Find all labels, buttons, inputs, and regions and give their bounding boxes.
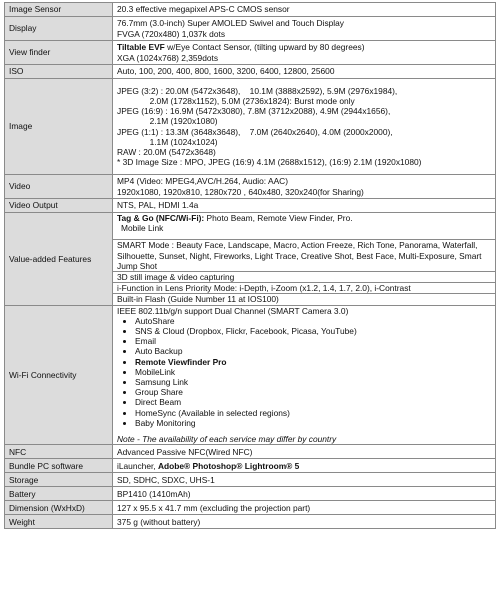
label-video: Video bbox=[5, 175, 113, 199]
label-value-added: Value-added Features bbox=[5, 213, 113, 306]
image-line-2: 2.0M (1728x1152), 5.0M (2736x1824): Burst mode only bbox=[117, 95, 355, 106]
row-video bbox=[5, 175, 496, 199]
image-line-1: JPEG (3:2) : 20.0M (5472x3648), 10.1M (3888x2592), 5.9M (2976x1984), bbox=[117, 85, 398, 96]
built-in-flash: Built-in Flash (Guide Number 11 at IOS100) bbox=[113, 293, 495, 304]
smart-mode: SMART Mode : Beauty Face, Landscape, Macro, Action Freeze, Rich Tone, Panorama, Waterfall, Silhouette, Sunset, Night, Fireworks, Light Trace, Creative Shot, Best Face, Multi-Exposure, Smart Jump Shot bbox=[113, 239, 495, 271]
viewfinder-bold: Tiltable EVF bbox=[117, 42, 165, 53]
label-wifi: Wi-Fi Connectivity bbox=[5, 305, 113, 445]
value-dimension: 127 x 95.5 x 41.7 mm (excluding the projection part) bbox=[113, 501, 496, 515]
wifi-service-group-share: • Group Share bbox=[135, 387, 491, 397]
label-storage: Storage bbox=[5, 473, 113, 487]
value-weight: 375 g (without battery) bbox=[113, 515, 496, 529]
row-bundle bbox=[5, 459, 496, 473]
wifi-service-sns-cloud: • SNS & Cloud (Dropbox, Flickr, Facebook, Picasa, YouTube) bbox=[135, 326, 491, 336]
spec-sheet bbox=[4, 2, 496, 599]
value-image bbox=[113, 79, 496, 175]
value-wifi bbox=[113, 305, 496, 445]
value-storage: SD, SDHC, SDXC, UHS-1 bbox=[113, 473, 496, 487]
wifi-service-direct-beam: • Direct Beam bbox=[135, 397, 491, 407]
video-line-2: 1920x1080, 1920x810, 1280x720 , 640x480, 320x240(for Sharing) bbox=[117, 186, 364, 197]
label-nfc: NFC bbox=[5, 445, 113, 459]
label-viewfinder: View finder bbox=[5, 41, 113, 65]
wifi-service-samsung-link: • Samsung Link bbox=[135, 377, 491, 387]
video-line-1: MP4 (Video: MPEG4,AVC/H.264, Audio: AAC) bbox=[117, 176, 288, 187]
row-value-added bbox=[5, 213, 496, 306]
image-line-5: JPEG (1:1) : 13.3M (3648x3648), 7.0M (2640x2640), 4.0M (2000x2000), bbox=[117, 126, 393, 137]
value-video bbox=[113, 175, 496, 199]
label-battery: Battery bbox=[5, 487, 113, 501]
row-battery bbox=[5, 487, 496, 501]
tag-go-bold: Tag & Go (NFC/Wi-Fi): bbox=[117, 213, 205, 223]
label-bundle: Bundle PC software bbox=[5, 459, 113, 473]
row-nfc bbox=[5, 445, 496, 459]
wifi-service-baby-monitoring: • Baby Monitoring bbox=[135, 418, 491, 428]
row-viewfinder bbox=[5, 41, 496, 65]
display-line-2: FVGA (720x480) 1,037k dots bbox=[117, 28, 226, 39]
label-weight: Weight bbox=[5, 515, 113, 529]
wifi-service-homesync: • HomeSync (Available in selected regions) bbox=[135, 408, 491, 418]
value-nfc: Advanced Passive NFC(Wired NFC) bbox=[113, 445, 496, 459]
wifi-service-autoshare: • AutoShare bbox=[135, 316, 491, 326]
value-iso: Auto, 100, 200, 400, 800, 1600, 3200, 6400, 12800, 25600 bbox=[113, 65, 496, 79]
bundle-bold: Adobe® Photoshop® Lightroom® 5 bbox=[157, 460, 300, 471]
image-line-6: 1.1M (1024x1024) bbox=[117, 136, 218, 147]
tag-go-line-2: Mobile Link bbox=[121, 223, 164, 234]
display-line-1: 76.7mm (3.0-inch) Super AMOLED Swivel and Touch Display bbox=[117, 18, 344, 29]
value-value-added bbox=[113, 213, 496, 306]
label-image: Image bbox=[5, 79, 113, 175]
label-display: Display bbox=[5, 17, 113, 41]
viewfinder-line-2: XGA (1024x768) 2,359dots bbox=[117, 52, 219, 63]
image-line-7: RAW : 20.0M (5472x3648) bbox=[117, 146, 216, 157]
label-video-output: Video Output bbox=[5, 199, 113, 213]
value-bundle bbox=[113, 459, 496, 473]
image-line-8: * 3D Image Size : MPO, JPEG (16:9) 4.1M (2688x1512), (16:9) 2.1M (1920x1080) bbox=[117, 157, 422, 168]
value-viewfinder bbox=[113, 41, 496, 65]
image-line-4: 2.1M (1920x1080) bbox=[117, 116, 218, 127]
label-image-sensor: Image Sensor bbox=[5, 3, 113, 17]
wifi-service-list bbox=[117, 316, 491, 428]
spec-table bbox=[4, 2, 496, 529]
row-display bbox=[5, 17, 496, 41]
value-video-output: NTS, PAL, HDMI 1.4a bbox=[113, 199, 496, 213]
value-battery: BP1410 (1410mAh) bbox=[113, 487, 496, 501]
row-wifi bbox=[5, 305, 496, 445]
row-weight bbox=[5, 515, 496, 529]
i-function: i-Function in Lens Priority Mode: i-Depth, i-Zoom (x1.2, 1.4, 1.7, 2.0), i-Contrast bbox=[113, 282, 495, 293]
wifi-service-remote-viewfinder-pro: • Remote Viewfinder Pro bbox=[135, 357, 491, 367]
bundle-plain: iLauncher, bbox=[117, 460, 158, 471]
label-iso: ISO bbox=[5, 65, 113, 79]
tag-go-rest: Photo Beam, Remote View Finder, Pro. bbox=[204, 213, 353, 223]
row-video-output bbox=[5, 199, 496, 213]
row-image bbox=[5, 79, 496, 175]
row-iso bbox=[5, 65, 496, 79]
viewfinder-rest: w/Eye Contact Sensor, (tilting upward by 80 degrees) bbox=[164, 42, 365, 53]
value-image-sensor: 20.3 effective megapixel APS-C CMOS sensor bbox=[113, 3, 496, 17]
row-dimension bbox=[5, 501, 496, 515]
row-storage bbox=[5, 473, 496, 487]
wifi-service-email: • Email bbox=[135, 336, 491, 346]
wifi-service-auto-backup: • Auto Backup bbox=[135, 346, 491, 356]
row-image-sensor bbox=[5, 3, 496, 17]
wifi-note: Note - The availability of each service may differ by country bbox=[117, 434, 337, 445]
wifi-intro: IEEE 802.11b/g/n support Dual Channel (SMART Camera 3.0) bbox=[117, 305, 349, 316]
image-line-3: JPEG (16:9) : 16.9M (5472x3080), 7.8M (3712x2088), 4.9M (2944x1656), bbox=[117, 106, 391, 117]
still-3d: 3D still image & video capturing bbox=[113, 271, 495, 282]
wifi-service-mobilelink: • MobileLink bbox=[135, 367, 491, 377]
label-dimension: Dimension (WxHxD) bbox=[5, 501, 113, 515]
value-display bbox=[113, 17, 496, 41]
